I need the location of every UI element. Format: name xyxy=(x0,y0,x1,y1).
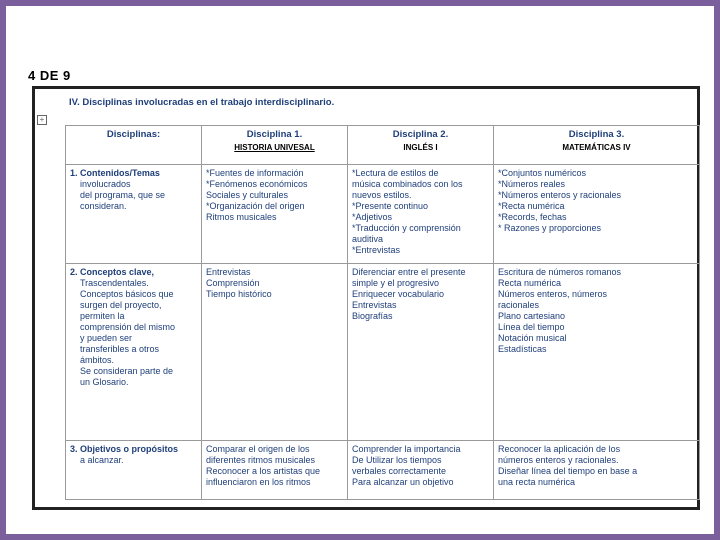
cell-line: un Glosario. xyxy=(80,377,129,387)
cell-line: simple y el progresivo xyxy=(352,278,440,288)
cell-line: Enriquecer vocabulario xyxy=(352,289,445,299)
cell-discipline-3 xyxy=(494,441,700,500)
cell-line: Ritmos musicales xyxy=(206,212,277,222)
cell-line: Comprensión xyxy=(206,278,260,288)
cell-line: Entrevistas xyxy=(352,300,397,310)
cell-line: Diferenciar entre el presente xyxy=(352,267,466,277)
cell-line: Escritura de números romanos xyxy=(498,267,622,277)
header-cell-discipline-1: Disciplina 1. HISTORIA UNIVESAL xyxy=(202,126,348,165)
header-cell-discipline-3: Disciplina 3. MATEMÁTICAS IV xyxy=(494,126,700,165)
cell-line: diferentes ritmos musicales xyxy=(206,455,316,465)
cell-line: una recta numérica xyxy=(498,477,576,487)
cell-line: * Razones y proporciones xyxy=(498,223,602,233)
section-title: IV. Disciplinas involucradas en el trabajo interdisciplinario. xyxy=(69,97,335,108)
cell-line: ámbitos. xyxy=(80,355,115,365)
cell-line: números enteros y racionales. xyxy=(498,455,619,465)
cell-line: verbales correctamente xyxy=(352,466,447,476)
document-frame xyxy=(32,86,700,510)
table-row-conceptos xyxy=(66,264,700,441)
table-row-objetivos xyxy=(66,441,700,500)
cell-line: a alcanzar. xyxy=(80,455,124,465)
cell-line: y pueden ser xyxy=(80,333,133,343)
cell-line: Línea del tiempo xyxy=(498,322,565,332)
disciplines-table xyxy=(65,125,700,500)
table-header-row xyxy=(66,126,700,165)
table-row-contenidos xyxy=(66,165,700,264)
cell-line: *Traducción y comprensión xyxy=(352,223,461,233)
cell-line: *Records, fechas xyxy=(498,212,567,222)
cell-line: Conceptos básicos que xyxy=(80,289,174,299)
cell-line: comprensión del mismo xyxy=(80,322,176,332)
cell-line: *Números enteros y racionales xyxy=(498,190,622,200)
cell-line: transferibles a otros xyxy=(80,344,160,354)
cell-line: del programa, que se xyxy=(80,190,166,200)
cell-line: *Números reales xyxy=(498,179,566,189)
cell-discipline-1 xyxy=(202,165,348,264)
slide xyxy=(6,6,714,534)
cell-line: *Organización del origen xyxy=(206,201,305,211)
cell-line: consideran. xyxy=(80,201,127,211)
cell-line: Sociales y culturales xyxy=(206,190,289,200)
cell-line: Reconocer la aplicación de los xyxy=(498,444,621,454)
cell-line: Reconocer a los artistas que xyxy=(206,466,321,476)
cell-line: *Entrevistas xyxy=(352,245,401,255)
cell-line: Plano cartesiano xyxy=(498,311,566,321)
cell-discipline-2 xyxy=(348,165,494,264)
cell-line: *Conjuntos numéricos xyxy=(498,168,587,178)
cell-line: *Lectura de estilos de xyxy=(352,168,439,178)
cell-line: *Fenómenos económicos xyxy=(206,179,308,189)
cell-line: Tiempo histórico xyxy=(206,289,272,299)
cell-line: involucrados xyxy=(80,179,131,189)
row-label-cell: 3. Objetivos o propósitos a alcanzar. xyxy=(66,441,202,500)
cell-line: auditiva xyxy=(352,234,384,244)
cell-line: *Presente continuo xyxy=(352,201,429,211)
cell-line: *Adjetivos xyxy=(352,212,393,222)
cell-line: Entrevistas xyxy=(206,267,251,277)
cell-discipline-3 xyxy=(494,165,700,264)
cell-line: *Fuentes de información xyxy=(206,168,304,178)
cell-line: nuevos estilos. xyxy=(352,190,412,200)
cell-line: Biografías xyxy=(352,311,393,321)
row-label-cell: 2. Conceptos clave, Trascendentales. Conceptos básicos que surgen del proyecto, permiten la comprensión del mismo y pueden ser transferibles a otros ámbitos. Se consideran parte de un Glosario. xyxy=(66,264,202,441)
cell-line: surgen del proyecto, xyxy=(80,300,162,310)
page-number-label: 4 DE 9 xyxy=(28,68,71,83)
cell-discipline-2 xyxy=(348,441,494,500)
cell-line: Comparar el origen de los xyxy=(206,444,310,454)
cell-line: Trascendentales. xyxy=(80,278,149,288)
cell-discipline-2 xyxy=(348,264,494,441)
cell-line: Notación musical xyxy=(498,333,567,343)
cell-discipline-1 xyxy=(202,264,348,441)
header-cell-disciplinas: Disciplinas: xyxy=(66,126,202,165)
cell-line: De Utilizar los tiempos xyxy=(352,455,442,465)
cell-line: *Recta numérica xyxy=(498,201,565,211)
cell-line: Números enteros, números xyxy=(498,289,608,299)
cell-line: permiten la xyxy=(80,311,125,321)
cell-line: Diseñar línea del tiempo en base a xyxy=(498,466,638,476)
cell-discipline-3 xyxy=(494,264,700,441)
cell-line: Para alcanzar un objetivo xyxy=(352,477,454,487)
row-label-cell: 1. Contenidos/Temas involucrados del programa, que se consideran. xyxy=(66,165,202,264)
cell-discipline-1 xyxy=(202,441,348,500)
table-move-handle-icon[interactable]: + xyxy=(37,115,47,125)
cell-line: influenciaron en los ritmos xyxy=(206,477,311,487)
cell-line: Se consideran parte de xyxy=(80,366,174,376)
cell-line: Estadísticas xyxy=(498,344,547,354)
cell-line: Comprender la importancia xyxy=(352,444,461,454)
cell-line: música combinados con los xyxy=(352,179,463,189)
header-cell-discipline-2: Disciplina 2. INGLÉS I xyxy=(348,126,494,165)
cell-line: Recta numérica xyxy=(498,278,562,288)
cell-line: racionales xyxy=(498,300,540,310)
